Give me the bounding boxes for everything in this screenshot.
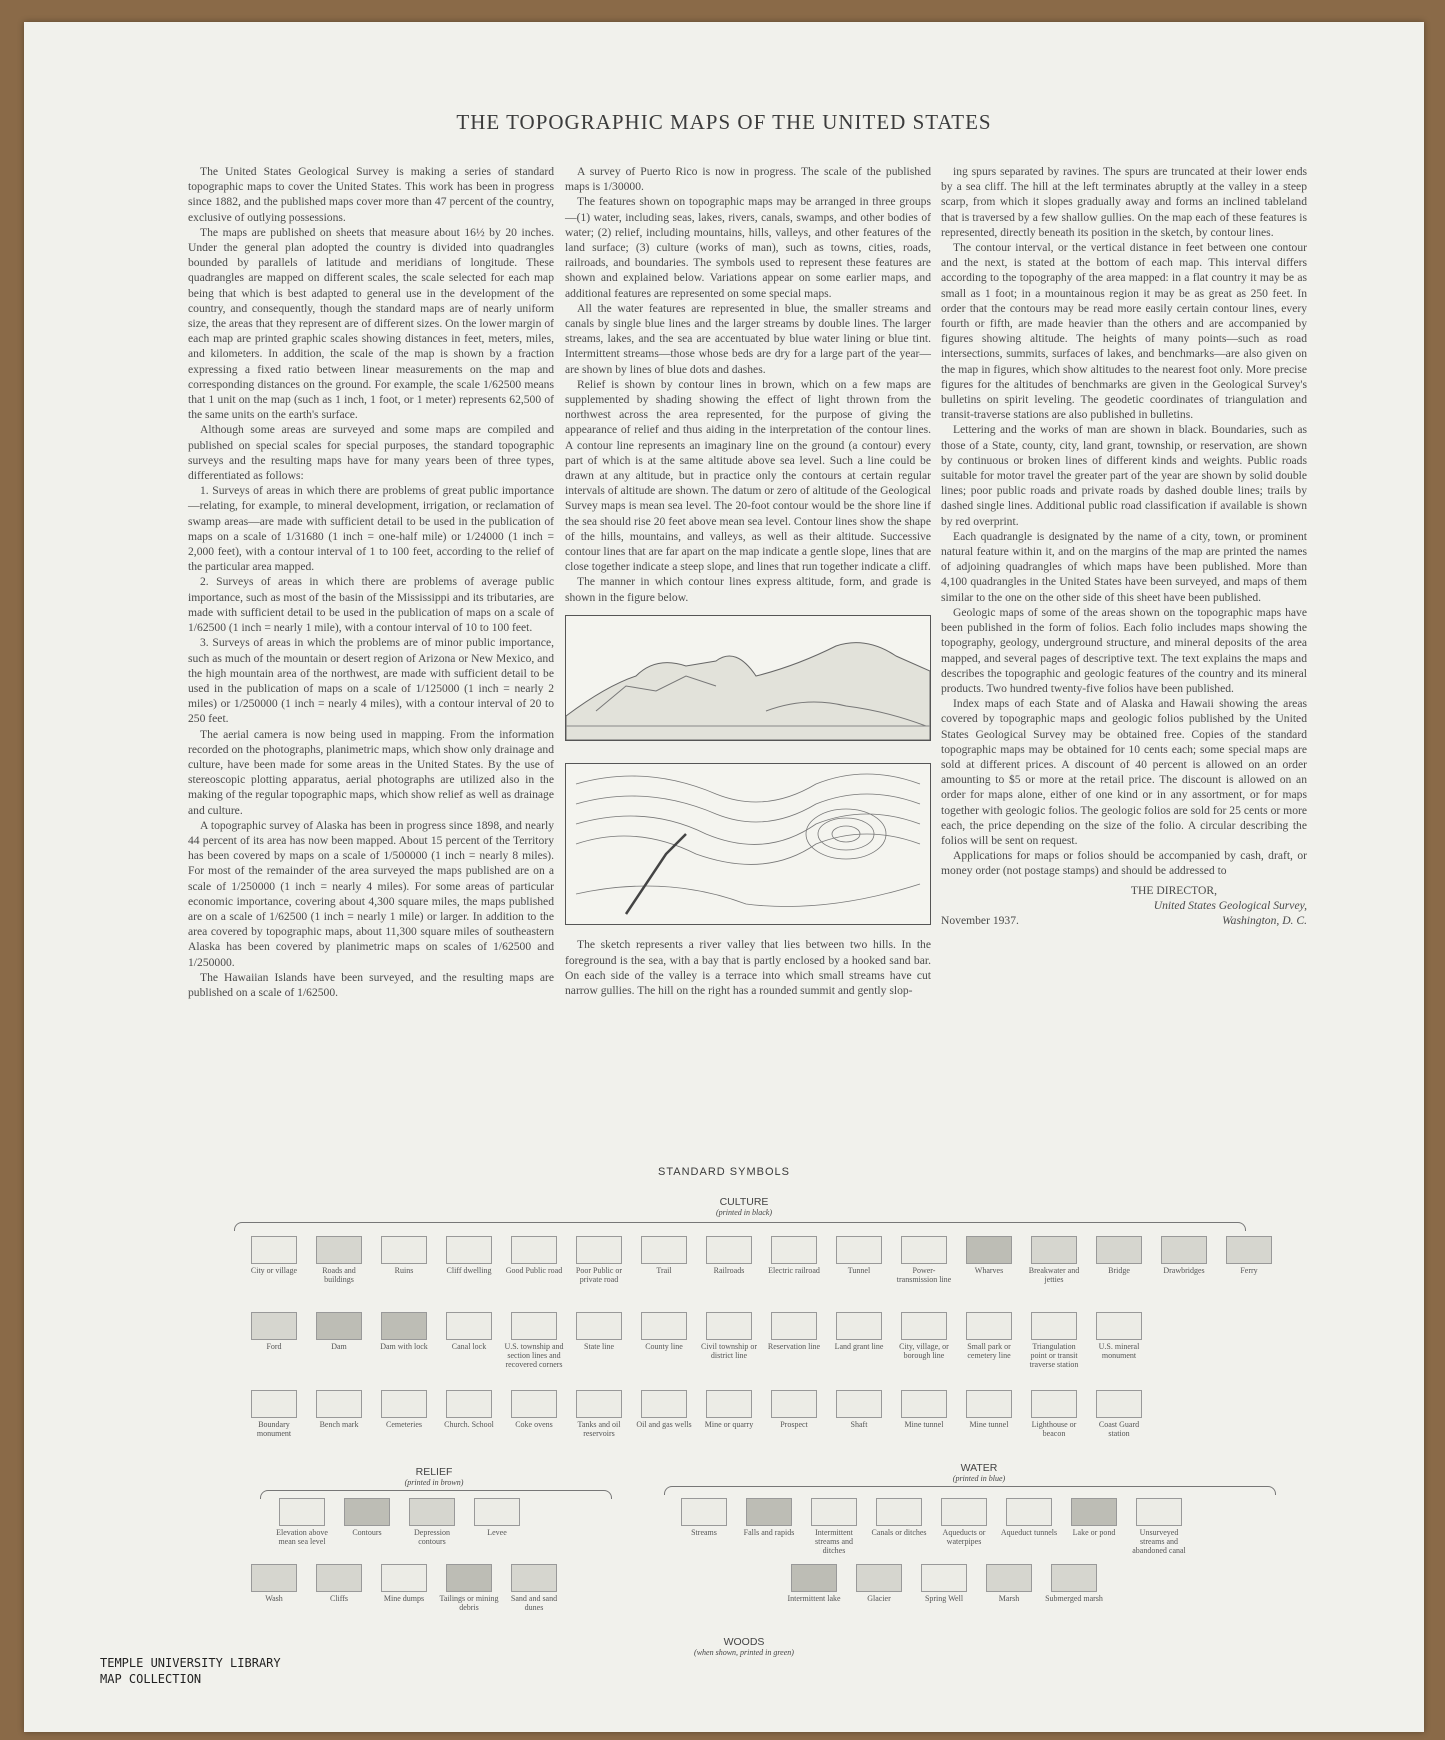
symbol-swatch bbox=[876, 1498, 922, 1526]
symbol-label: Mine or quarry bbox=[704, 1420, 754, 1429]
symbol-swatch bbox=[986, 1564, 1032, 1592]
symbol-label: Dam with lock bbox=[380, 1342, 428, 1351]
symbol-label: Cemeteries bbox=[386, 1420, 422, 1429]
symbol-label: Streams bbox=[691, 1528, 717, 1537]
map-symbol bbox=[934, 1498, 994, 1555]
symbol-swatch bbox=[1136, 1498, 1182, 1526]
symbol-label: State line bbox=[584, 1342, 614, 1351]
symbol-label: Canal lock bbox=[451, 1342, 487, 1351]
water-sub: (printed in blue) bbox=[952, 1474, 1006, 1483]
map-symbol bbox=[309, 1390, 369, 1438]
map-symbol bbox=[1024, 1236, 1084, 1284]
signature-agency: United States Geological Survey, bbox=[1153, 898, 1307, 912]
relief-sub: (printed in brown) bbox=[404, 1478, 464, 1487]
map-symbol bbox=[914, 1564, 974, 1603]
map-symbol bbox=[894, 1236, 954, 1284]
symbol-swatch bbox=[641, 1390, 687, 1418]
standard-symbols-heading: STANDARD SYMBOLS bbox=[658, 1166, 790, 1178]
map-symbol bbox=[504, 1236, 564, 1284]
map-symbol bbox=[634, 1236, 694, 1284]
symbol-swatch bbox=[901, 1312, 947, 1340]
symbol-swatch bbox=[966, 1236, 1012, 1264]
map-symbol bbox=[569, 1312, 629, 1369]
symbol-label: Coke ovens bbox=[515, 1420, 553, 1429]
paragraph: Index maps of each State and of Alaska and Hawaii showing the areas covered by topographic maps and geologic folios published by the United States Geological Survey may be obtained free. Copies of the standard topographic maps may be obtained for 10 cents each; some special maps are sold at different prices. A discount of 40 percent is allowed on an order amounting to $5 or more at the retail price. The discount is allowed on an order for maps alone, either of one kind or in any assortment, or for maps together with geologic folios. The geologic folios are sold for 25 cents or more each, the price depending on the size of the folio. A circular describing the folios will be sent on request. bbox=[941, 697, 1307, 847]
map-symbol bbox=[999, 1498, 1059, 1555]
map-symbol bbox=[764, 1312, 824, 1369]
symbol-swatch bbox=[511, 1390, 557, 1418]
signature-city: Washington, D. C. bbox=[1222, 913, 1307, 927]
map-symbol bbox=[337, 1498, 397, 1546]
symbol-label: Canals or ditches bbox=[871, 1528, 927, 1537]
symbol-swatch bbox=[409, 1498, 455, 1526]
relief-row-1 bbox=[272, 1498, 532, 1546]
paragraph: The aerial camera is now being used in mapping. From the information recorded on the photographs, planimetric maps, which show only drainage and culture, have been made for some areas in the United States. By the use of stereoscopic plotting apparatus, aerial photographs are utilized also in the making of the regular topographic maps, which show relief as well as drainage and culture. bbox=[188, 727, 554, 817]
page-title: THE TOPOGRAPHIC MAPS OF THE UNITED STATES bbox=[456, 110, 992, 134]
symbol-swatch bbox=[771, 1236, 817, 1264]
symbol-label: Coast Guard station bbox=[1098, 1420, 1140, 1438]
map-symbol bbox=[244, 1390, 304, 1438]
map-symbol bbox=[764, 1236, 824, 1284]
paragraph: 2. Surveys of areas in which there are problems of average public importance, such as most of the basin of the Mississippi and its tributaries, are made with sufficient detail to be used in the publication of maps on a scale of 1/62500 (1 inch = nearly 1 mile), with a contour interval of 10 to 100 feet. bbox=[188, 575, 554, 635]
map-symbol bbox=[804, 1498, 864, 1555]
symbol-label: Triangulation point or transit traverse station bbox=[1029, 1342, 1079, 1369]
column-1 bbox=[188, 164, 554, 1000]
symbol-label: Cliffs bbox=[329, 1594, 349, 1603]
signature-block bbox=[941, 883, 1307, 929]
symbol-swatch bbox=[446, 1390, 492, 1418]
symbol-swatch bbox=[941, 1498, 987, 1526]
relief-label: RELIEF bbox=[415, 1466, 453, 1478]
map-symbol bbox=[1024, 1390, 1084, 1438]
document-sheet bbox=[24, 22, 1424, 1732]
paragraph: 1. Surveys of areas in which there are problems of great public importance—relating, for example, to mineral development, irrigation, or reclamation of swamp areas—are made with sufficient detail to be used in the publication of maps on a scale of 1/31680 (1 inch = one-half mile) or 1/24000 (1 inch = 2,000 feet), with a contour interval of 1 to 100 feet, according to the relief of the particular area mapped. bbox=[188, 484, 554, 574]
symbol-swatch bbox=[511, 1236, 557, 1264]
symbol-swatch bbox=[706, 1236, 752, 1264]
symbol-label: Ferry bbox=[1240, 1266, 1258, 1275]
symbol-label: Unsurveyed streams and abandoned canal bbox=[1132, 1528, 1186, 1555]
symbol-swatch bbox=[251, 1236, 297, 1264]
symbol-swatch bbox=[1051, 1564, 1097, 1592]
symbol-swatch bbox=[641, 1236, 687, 1264]
symbol-label: Dam bbox=[331, 1342, 347, 1351]
map-symbol bbox=[849, 1564, 909, 1603]
culture-sub: (printed in black) bbox=[716, 1208, 772, 1217]
symbol-label: Lighthouse or beacon bbox=[1031, 1420, 1077, 1438]
symbol-label: Marsh bbox=[998, 1594, 1020, 1603]
map-symbol bbox=[569, 1390, 629, 1438]
map-symbol bbox=[439, 1390, 499, 1438]
map-symbol bbox=[764, 1390, 824, 1438]
culture-heading bbox=[684, 1196, 804, 1217]
woods-heading bbox=[664, 1636, 824, 1657]
map-symbol bbox=[309, 1564, 369, 1612]
symbol-label: Poor Public or private road bbox=[575, 1266, 623, 1284]
symbol-swatch bbox=[771, 1312, 817, 1340]
culture-row-1 bbox=[244, 1236, 1284, 1284]
map-symbol bbox=[272, 1498, 332, 1546]
symbol-label: Prospect bbox=[780, 1420, 808, 1429]
symbol-swatch bbox=[1031, 1236, 1077, 1264]
symbol-label: U.S. township and section lines and recovered corners bbox=[504, 1342, 564, 1369]
map-symbol bbox=[739, 1498, 799, 1555]
map-symbol bbox=[869, 1498, 929, 1555]
paragraph: Relief is shown by contour lines in brown, which on a few maps are supplemented by shading showing the effect of light thrown from the northwest across the area represented, for the purpose of giving the appearance of relief and thus aiding in the interpretation of the contour lines. A contour line represents an imaginary line on the ground (a contour) every part of which is at the same altitude above sea level. Such a line could be drawn at any altitude, but in practice only the contours at certain regular intervals of altitude are shown. The datum or zero of altitude of the Geological Survey maps is mean sea level. The 20-foot contour would be the shore line if the sea should rise 20 feet above mean sea level. Contour lines show the shape of the hills, mountains, and valleys, as well as their altitude. Successive contour lines that are far apart on the map indicate a gentle slope, lines that are close together indicate a steep slope, and lines that run together indicate a cliff. bbox=[565, 377, 931, 574]
symbol-label: Bench mark bbox=[319, 1420, 359, 1429]
symbol-swatch bbox=[1226, 1236, 1272, 1264]
symbol-swatch bbox=[1096, 1390, 1142, 1418]
map-symbol bbox=[959, 1312, 1019, 1369]
map-symbol bbox=[979, 1564, 1039, 1603]
culture-row-3 bbox=[244, 1390, 1154, 1438]
symbol-swatch bbox=[251, 1312, 297, 1340]
symbol-label: Good Public road bbox=[505, 1266, 563, 1275]
water-heading bbox=[919, 1462, 1039, 1483]
woods-sub: (when shown, printed in green) bbox=[694, 1648, 794, 1657]
symbol-label: Reservation line bbox=[767, 1342, 821, 1351]
relief-row-2 bbox=[244, 1564, 569, 1612]
symbol-label: Tailings or mining debris bbox=[439, 1594, 499, 1612]
symbol-swatch bbox=[344, 1498, 390, 1526]
symbol-label: Bridge bbox=[1108, 1266, 1130, 1275]
map-symbol bbox=[374, 1236, 434, 1284]
symbol-swatch bbox=[576, 1312, 622, 1340]
culture-row-2 bbox=[244, 1312, 1154, 1369]
symbol-label: Glacier bbox=[867, 1594, 891, 1603]
symbol-swatch bbox=[381, 1312, 427, 1340]
symbol-swatch bbox=[381, 1564, 427, 1592]
map-symbol bbox=[634, 1312, 694, 1369]
symbol-swatch bbox=[381, 1390, 427, 1418]
symbol-label: Mine tunnel bbox=[904, 1420, 944, 1429]
map-symbol bbox=[699, 1390, 759, 1438]
symbol-swatch bbox=[1161, 1236, 1207, 1264]
paragraph: A topographic survey of Alaska has been in progress since 1898, and nearly 44 percent of its area has now been mapped. About 15 percent of the Territory has been covered by maps on a scale of 1/500000 (1 inch = nearly 8 miles). For most of the remainder of the area surveyed the maps published are on a scale of 1/250000 (1 inch = nearly 4 miles). For some areas of particular economic importance, covering about 4,300 square miles, the maps published are on a scale of 1/62500 (1 inch = nearly 1 mile) or larger. In addition to the area covered by topographic maps, about 11,300 square miles of southeastern Alaska has been covered by planimetric maps on scales of 1/62500 and 1/250000. bbox=[188, 818, 554, 969]
symbol-swatch bbox=[966, 1312, 1012, 1340]
symbol-swatch bbox=[791, 1564, 837, 1592]
symbol-label: Elevation above mean sea level bbox=[276, 1528, 328, 1546]
symbol-swatch bbox=[316, 1564, 362, 1592]
symbol-label: Railroads bbox=[713, 1266, 745, 1275]
map-symbol bbox=[309, 1236, 369, 1284]
symbol-label: Submerged marsh bbox=[1045, 1594, 1103, 1603]
map-symbol bbox=[569, 1236, 629, 1284]
symbol-swatch bbox=[279, 1498, 325, 1526]
symbol-swatch bbox=[1096, 1312, 1142, 1340]
paragraph: All the water features are represented in blue, the smaller streams and canals by single blue lines and the larger streams by double lines. The larger streams, lakes, and the sea are accentuated by blue water lining or blue tint. Intermittent streams—those whose beds are dry for a large part of the year—are shown by lines of blue dots and dashes. bbox=[565, 301, 931, 376]
symbol-label: Lake or pond bbox=[1072, 1528, 1116, 1537]
symbol-label: Tanks and oil reservoirs bbox=[577, 1420, 621, 1438]
symbol-label: Shaft bbox=[850, 1420, 868, 1429]
symbol-label: Wash bbox=[265, 1594, 283, 1603]
symbol-label: Intermittent streams and ditches bbox=[815, 1528, 853, 1555]
paragraph: The contour interval, or the vertical distance in feet between one contour and the next, is stated at the bottom of each map. This interval differs according to the topography of the area mapped: in a flat country it may be as small as 1 foot; in a mountainous region it may be as great as 250 feet. In order that the contours may be read more easily certain contour lines, every fourth or fifth, are made heavier than the others and are accompanied by figures showing altitude. The heights of many points—such as road intersections, summits, surfaces of lakes, and benchmarks—are also given on the map in figures, which show altitudes to the nearest foot only. More precise figures for the altitudes of benchmarks are given in the Geological Survey's bulletins on spirit leveling. The geodetic coordinates of triangulation and transit-traverse stations are also published in bulletins. bbox=[941, 241, 1307, 422]
symbol-label: Falls and rapids bbox=[743, 1528, 795, 1537]
symbol-swatch bbox=[511, 1312, 557, 1340]
symbol-label: Church. School bbox=[444, 1420, 494, 1429]
symbol-swatch bbox=[316, 1312, 362, 1340]
map-symbol bbox=[784, 1564, 844, 1603]
paragraph: Although some areas are surveyed and some maps are compiled and published on special scales for special purposes, the standard topographic surveys and the resulting maps have for many years been of three types, differentiated as follows: bbox=[188, 423, 554, 483]
signature-date: November 1937. bbox=[941, 914, 1019, 928]
paragraph: A survey of Puerto Rico is now in progress. The scale of the published maps is 1/30000. bbox=[565, 165, 931, 194]
symbol-swatch bbox=[1071, 1498, 1117, 1526]
symbol-label: Civil township or district line bbox=[700, 1342, 757, 1360]
paragraph: Lettering and the works of man are shown in black. Boundaries, such as those of a State, county, city, land grant, township, or reservation, are shown by continuous or broken lines of different kinds and weights. Public roads suitable for motor travel the greater part of the year are shown by solid double lines; poor public roads and private roads by dashed double lines; trails by dashed single lines. Additional public road classification if available is shown by red overprint. bbox=[941, 423, 1307, 528]
symbol-swatch bbox=[446, 1312, 492, 1340]
symbol-label: Aqueducts or waterpipes bbox=[942, 1528, 986, 1546]
symbol-swatch bbox=[316, 1236, 362, 1264]
paragraph: The Hawaiian Islands have been surveyed, and the resulting maps are published on a scale of 1/62500. bbox=[188, 970, 554, 999]
map-symbol bbox=[829, 1312, 889, 1369]
symbol-label: Electric railroad bbox=[768, 1266, 820, 1275]
symbol-label: Land grant line bbox=[834, 1342, 884, 1351]
symbol-label: Tunnel bbox=[847, 1266, 871, 1275]
symbol-swatch bbox=[836, 1390, 882, 1418]
map-symbol bbox=[402, 1498, 462, 1546]
map-symbol bbox=[1064, 1498, 1124, 1555]
symbol-label: Depression contours bbox=[414, 1528, 450, 1546]
map-symbol bbox=[1089, 1390, 1149, 1438]
map-symbol bbox=[244, 1312, 304, 1369]
map-symbol bbox=[1089, 1312, 1149, 1369]
symbol-label: Cliff dwelling bbox=[446, 1266, 492, 1275]
symbol-swatch bbox=[1096, 1236, 1142, 1264]
symbol-swatch bbox=[446, 1564, 492, 1592]
map-symbol bbox=[829, 1390, 889, 1438]
symbol-swatch bbox=[1031, 1312, 1077, 1340]
symbol-swatch bbox=[576, 1236, 622, 1264]
paragraph: The United States Geological Survey is making a series of standard topographic maps to cover the United States. This work has been in progress since 1882, and the published maps cover more than 47 percent of the country, exclusive of outlying possessions. bbox=[188, 165, 554, 224]
paragraph: The manner in which contour lines express altitude, form, and grade is shown in the figure below. bbox=[565, 575, 931, 604]
symbol-label: U.S. mineral monument bbox=[1098, 1342, 1140, 1360]
symbol-label: Trail bbox=[656, 1266, 672, 1275]
map-symbol bbox=[504, 1390, 564, 1438]
water-row-2 bbox=[784, 1564, 1109, 1603]
paragraph: ing spurs separated by ravines. The spurs are truncated at their lower ends by a sea cliff. The hill at the left terminates abruptly at the valley in a steep scarp, from which it slopes gradually away and forms an inclined tableland that is traversed by a few shallow gullies. On the map each of these features is represented, directly beneath its position in the sketch, by contour lines. bbox=[941, 165, 1307, 239]
symbol-label: Contours bbox=[352, 1528, 382, 1537]
map-symbol bbox=[1089, 1236, 1149, 1284]
map-symbol bbox=[894, 1390, 954, 1438]
symbol-label: Oil and gas wells bbox=[636, 1420, 692, 1429]
map-symbol bbox=[504, 1564, 564, 1612]
symbol-label: Spring Well bbox=[924, 1594, 964, 1603]
symbol-label: Drawbridges bbox=[1163, 1266, 1205, 1275]
symbol-swatch bbox=[856, 1564, 902, 1592]
symbol-swatch bbox=[681, 1498, 727, 1526]
symbol-swatch bbox=[474, 1498, 520, 1526]
relief-heading bbox=[374, 1466, 494, 1487]
symbol-swatch bbox=[921, 1564, 967, 1592]
map-symbol bbox=[439, 1564, 499, 1612]
symbol-swatch bbox=[771, 1390, 817, 1418]
map-symbol bbox=[244, 1564, 304, 1612]
column-3 bbox=[941, 164, 1307, 928]
map-symbol bbox=[959, 1236, 1019, 1284]
column-2 bbox=[565, 164, 931, 998]
map-symbol bbox=[439, 1312, 499, 1369]
symbol-label: Aqueduct tunnels bbox=[1000, 1528, 1058, 1537]
stamp-line-2: MAP COLLECTION bbox=[100, 1672, 202, 1686]
signature-director: THE DIRECTOR, bbox=[1130, 883, 1217, 897]
symbol-swatch bbox=[381, 1236, 427, 1264]
culture-brace bbox=[234, 1222, 1246, 1231]
symbol-label: Ford bbox=[266, 1342, 282, 1351]
symbol-swatch bbox=[251, 1564, 297, 1592]
map-symbol bbox=[504, 1312, 564, 1369]
paragraph: Geologic maps of some of the areas shown on the topographic maps have been published in the form of folios. Each folio includes maps showing the topography, geology, underground structure, and mineral deposits of the area mapped, and several pages of descriptive text. The text explains the maps and describes the topographic and geologic features of the country and its mineral products. Two hundred twenty-five folios have been published. bbox=[941, 605, 1307, 695]
symbol-label: Boundary monument bbox=[256, 1420, 292, 1438]
map-symbol bbox=[374, 1390, 434, 1438]
symbol-swatch bbox=[576, 1390, 622, 1418]
stamp-line-1: TEMPLE UNIVERSITY LIBRARY bbox=[100, 1656, 281, 1670]
map-symbol bbox=[829, 1236, 889, 1284]
map-symbol bbox=[699, 1312, 759, 1369]
contour-map-figure bbox=[565, 763, 931, 925]
map-symbol bbox=[1129, 1498, 1189, 1555]
symbol-swatch bbox=[836, 1236, 882, 1264]
map-symbol bbox=[309, 1312, 369, 1369]
symbol-label: Ruins bbox=[394, 1266, 414, 1275]
symbol-label: Sand and sand dunes bbox=[510, 1594, 558, 1612]
symbol-label: Mine dumps bbox=[383, 1594, 425, 1603]
symbol-label: Levee bbox=[487, 1528, 507, 1537]
symbol-label: County line bbox=[645, 1342, 683, 1351]
map-symbol bbox=[674, 1498, 734, 1555]
symbol-label: City, village, or borough line bbox=[899, 1342, 949, 1360]
paragraph: The maps are published on sheets that measure about 16½ by 20 inches. Under the general plan adopted the country is divided into quadrangles bounded by parallels of latitude and meridians of longitude. These quadrangles are mapped on different scales, the scale selected for each map being that which is best adapted to general use in the development of the country, and consequently, though the standard maps are of nearly uniform size, the areas that they represent are of different sizes. On the lower margin of each map are printed graphic scales showing distances in feet, meters, miles, and kilometers. In addition, the scale of the map is shown by a fraction expressing a fixed ratio between linear measurements on the map and corresponding distances on the ground. For example, the scale 1/62500 means that 1 unit on the map (such as 1 inch, 1 foot, or 1 meter) represents 62,500 of the same units on the earth's surface. bbox=[188, 225, 554, 422]
symbol-swatch bbox=[901, 1236, 947, 1264]
symbol-swatch bbox=[1006, 1498, 1052, 1526]
symbol-swatch bbox=[706, 1390, 752, 1418]
symbol-swatch bbox=[901, 1390, 947, 1418]
symbol-swatch bbox=[836, 1312, 882, 1340]
water-label: WATER bbox=[960, 1462, 998, 1474]
map-symbol bbox=[1219, 1236, 1279, 1284]
map-symbol bbox=[467, 1498, 527, 1546]
map-symbol bbox=[439, 1236, 499, 1284]
symbol-label: City or village bbox=[250, 1266, 298, 1275]
terrain-sketch-figure bbox=[565, 615, 931, 741]
symbol-label: Mine tunnel bbox=[969, 1420, 1009, 1429]
symbol-label: Breakwater and jetties bbox=[1028, 1266, 1080, 1284]
map-symbol bbox=[1024, 1312, 1084, 1369]
symbol-swatch bbox=[316, 1390, 362, 1418]
paragraph: Each quadrangle is designated by the name of a city, town, or prominent natural feature within it, and on the margins of the map are printed the names of adjoining quadrangles of which maps have been published. More than 4,100 quadrangles in the United States have been surveyed, and maps of them similar to the one on the other side of this sheet have been published. bbox=[941, 529, 1307, 604]
symbol-swatch bbox=[1031, 1390, 1077, 1418]
map-symbol bbox=[699, 1236, 759, 1284]
paragraph: 3. Surveys of areas in which the problems are of minor public importance, such as much of the mountain or desert region of Arizona or New Mexico, and the high mountain area of the northwest, are made with sufficient detail to be used in the publication of maps on a scale of 1/125000 (1 inch = nearly 2 miles) or 1/250000 (1 inch = nearly 4 miles), with a contour interval of 20 to 250 feet. bbox=[188, 636, 554, 726]
symbol-label: Wharves bbox=[974, 1266, 1004, 1275]
symbol-label: Small park or cemetery line bbox=[967, 1342, 1011, 1360]
map-symbol bbox=[634, 1390, 694, 1438]
map-symbol bbox=[374, 1312, 434, 1369]
symbol-swatch bbox=[251, 1390, 297, 1418]
water-brace bbox=[664, 1486, 1276, 1495]
symbol-swatch bbox=[966, 1390, 1012, 1418]
map-symbol bbox=[959, 1390, 1019, 1438]
symbol-swatch bbox=[511, 1564, 557, 1592]
map-symbol bbox=[1044, 1564, 1104, 1603]
symbol-label: Intermittent lake bbox=[787, 1594, 841, 1603]
map-symbol bbox=[894, 1312, 954, 1369]
paragraph: The features shown on topographic maps may be arranged in three groups—(1) water, including seas, lakes, rivers, canals, swamps, and other bodies of water; (2) relief, including mountains, hills, valleys, and other features of the land surface; (3) culture (works of man), such as towns, cities, roads, railroads, and boundaries. The symbols used to represent these features are shown and explained below. Variations appear on some earlier maps, and additional features are represented on some special maps. bbox=[565, 195, 931, 300]
map-symbol bbox=[374, 1564, 434, 1612]
map-symbol bbox=[244, 1236, 304, 1284]
symbol-swatch bbox=[706, 1312, 752, 1340]
symbol-label: Roads and buildings bbox=[322, 1266, 356, 1284]
woods-label: WOODS bbox=[723, 1636, 765, 1648]
culture-label: CULTURE bbox=[719, 1196, 769, 1208]
map-symbol bbox=[1154, 1236, 1214, 1284]
paragraph: The sketch represents a river valley that lies between two hills. In the foreground is the sea, with a bay that is partly enclosed by a hooked sand bar. On each side of the valley is a terrace into which small streams have cut narrow gullies. The hill on the right has a rounded summit and gently slop- bbox=[565, 938, 931, 997]
symbol-label: Power-transmission line bbox=[896, 1266, 952, 1284]
water-row-1 bbox=[674, 1498, 1194, 1555]
symbol-swatch bbox=[811, 1498, 857, 1526]
library-stamp bbox=[100, 1655, 281, 1687]
symbol-swatch bbox=[446, 1236, 492, 1264]
symbol-swatch bbox=[641, 1312, 687, 1340]
paragraph: Applications for maps or folios should be accompanied by cash, draft, or money order (not postage stamps) and should be addressed to bbox=[941, 849, 1307, 878]
symbol-swatch bbox=[746, 1498, 792, 1526]
